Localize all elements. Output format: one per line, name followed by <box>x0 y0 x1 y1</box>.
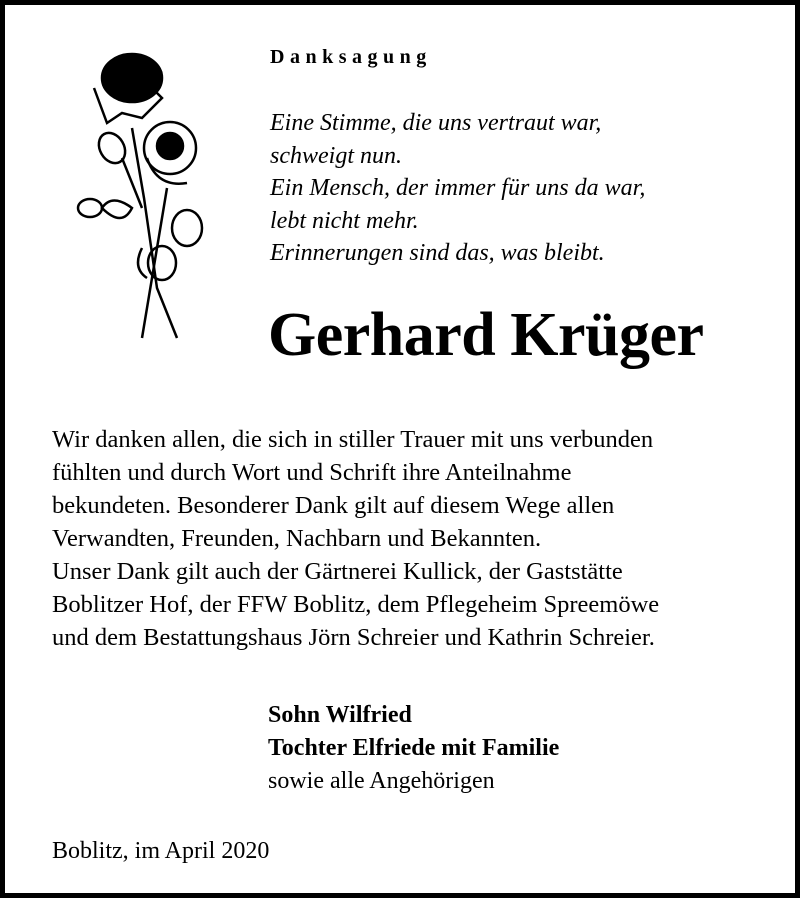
body-line: Wir danken allen, die sich in stiller Trauer mit uns verbunden <box>52 426 654 453</box>
signature-relatives: sowie alle Angehörigen <box>268 768 495 794</box>
body-line: Boblitzer Hof, der FFW Boblitz, dem Pflegeheim Spreemöwe <box>52 591 660 618</box>
poem-line: Eine Stimme, die uns vertraut war, <box>270 110 602 136</box>
poem-line: Erinnerungen sind das, was bleibt. <box>270 240 605 266</box>
signatures <box>268 699 559 798</box>
signature-son: Sohn Wilfried <box>268 702 412 728</box>
body-line: fühlten und durch Wort und Schrift ihre Anteilnahme <box>52 459 572 486</box>
body-line: Unser Dank gilt auch der Gärtnerei Kullick, der Gaststätte <box>52 558 623 585</box>
heading-danksagung: Danksagung <box>270 46 432 68</box>
body-line: Verwandten, Freunden, Nachbarn und Bekannten. <box>52 525 542 552</box>
body-line: und dem Bestattungshaus Jörn Schreier und Kathrin Schreier. <box>52 624 655 651</box>
poem-line: lebt nicht mehr. <box>270 207 419 234</box>
place-date: Boblitz, im April 2020 <box>52 838 270 864</box>
poem <box>270 107 645 270</box>
body-line: bekundeten. Besonderer Dank gilt auf diesem Wege allen <box>52 492 615 519</box>
poem-line: schweigt nun. <box>270 142 402 169</box>
thanks-text <box>52 423 659 654</box>
signature-daughter: Tochter Elfriede mit Familie <box>268 735 560 761</box>
rose-bouquet-icon <box>62 48 222 348</box>
poem-line: Ein Mensch, der immer für uns da war, <box>270 175 646 201</box>
deceased-name: Gerhard Krüger <box>268 301 704 369</box>
